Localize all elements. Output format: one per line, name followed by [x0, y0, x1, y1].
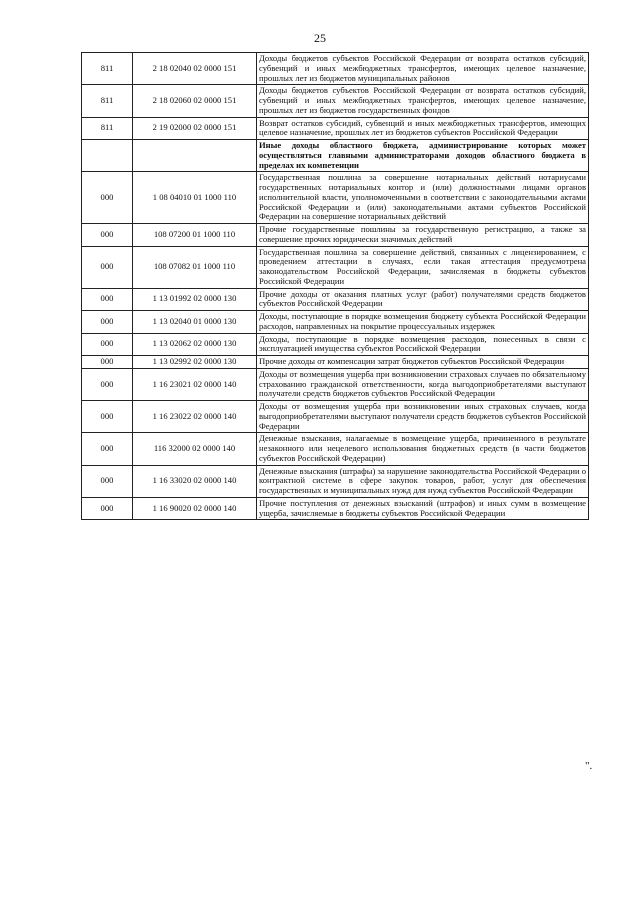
table-row [82, 356, 589, 369]
revenue-code-cell: 2 19 02000 02 0000 151 [133, 117, 257, 140]
administrator-code-cell: 000 [82, 497, 133, 520]
administrator-code-cell: 811 [82, 85, 133, 117]
revenue-description-cell: Доходы, поступающие в порядке возмещения бюджету субъекта Российской Федерации расходов, направленных на покрытие процессуальных издержек [257, 311, 589, 334]
revenue-description-cell: Доходы бюджетов субъектов Российской Федерации от возврата остатков субсидий, субвенций и иных межбюджетных трансфертов, имеющих целевое назначение, прошлых лет из бюджетов муниципальных районов [257, 53, 589, 85]
administrator-code-cell: 000 [82, 356, 133, 369]
revenue-code-cell: 116 32000 02 0000 140 [133, 433, 257, 465]
revenue-code-cell: 2 18 02060 02 0000 151 [133, 85, 257, 117]
revenue-description-cell: Денежные взыскания (штрафы) за нарушение законодательства Российской Федерации о контрактной системе в сфере закупок товаров, работ, услуг для обеспечения государственных и муниципальных нужд для нужд субъектов Российской Федерации [257, 465, 589, 497]
revenue-description-cell: Доходы от возмещения ущерба при возникновении страховых случаев по обязательному страхованию гражданской ответственности, когда выгодоприобретателями выступают получатели средств бюджетов субъектов Российской Федерации [257, 368, 589, 400]
revenue-code-cell: 1 13 01992 02 0000 130 [133, 288, 257, 311]
administrator-code-cell: 000 [82, 172, 133, 224]
end-quote-mark: ". [585, 760, 593, 772]
table-row [82, 224, 589, 247]
table-row [82, 497, 589, 520]
revenue-description-cell: Государственная пошлина за совершение действий, связанных с лицензированием, с проведением аттестации в случаях, если такая аттестация предусмотрена законодательством Российской Федерации, зачисляемая в бюджеты субъектов Российской Федерации [257, 246, 589, 288]
table-row [82, 172, 589, 224]
revenue-code-cell: 108 07082 01 1000 110 [133, 246, 257, 288]
table-row [82, 433, 589, 465]
revenue-code-cell: 1 16 33020 02 0000 140 [133, 465, 257, 497]
revenue-code-cell: 1 16 23021 02 0000 140 [133, 368, 257, 400]
administrator-code-cell: 000 [82, 288, 133, 311]
revenue-description-cell: Доходы бюджетов субъектов Российской Федерации от возврата остатков субсидий, субвенций и иных межбюджетных трансфертов, имеющих целевое назначение, прошлых лет из бюджетов государственных фондов [257, 85, 589, 117]
revenue-code-cell: 1 16 90020 02 0000 140 [133, 497, 257, 520]
table-row [82, 140, 589, 172]
administrator-code-cell [82, 140, 133, 172]
administrator-code-cell: 000 [82, 246, 133, 288]
administrator-code-cell: 811 [82, 117, 133, 140]
revenue-code-cell: 1 13 02062 02 0000 130 [133, 333, 257, 356]
table-row [82, 117, 589, 140]
revenue-description-cell: Возврат остатков субсидий, субвенций и иных межбюджетных трансфертов, имеющих целевое назначение, прошлых лет из бюджетов субъектов Российской Федерации [257, 117, 589, 140]
table-row [82, 401, 589, 433]
table-row [82, 311, 589, 334]
section-heading-cell: Иные доходы областного бюджета, администрирование которых может осуществляться главными администраторами доходов областного бюджета в пределах их компетенции [257, 140, 589, 172]
administrator-code-cell: 000 [82, 368, 133, 400]
table-body [82, 53, 589, 520]
administrator-code-cell: 000 [82, 465, 133, 497]
revenue-description-cell: Прочие доходы от оказания платных услуг (работ) получателями средств бюджетов субъектов Российской Федерации [257, 288, 589, 311]
table-row [82, 288, 589, 311]
revenue-code-cell: 1 08 04010 01 1000 110 [133, 172, 257, 224]
table-row [82, 465, 589, 497]
revenue-code-cell: 2 18 02040 02 0000 151 [133, 53, 257, 85]
administrator-code-cell: 000 [82, 224, 133, 247]
revenue-code-cell: 1 13 02040 01 0000 130 [133, 311, 257, 334]
revenue-description-cell: Прочие доходы от компенсации затрат бюджетов субъектов Российской Федерации [257, 356, 589, 369]
administrator-code-cell: 000 [82, 311, 133, 334]
revenue-description-cell: Прочие государственные пошлины за государственную регистрацию, а также за совершение прочих юридически значимых действий [257, 224, 589, 247]
revenue-description-cell: Доходы, поступающие в порядке возмещения расходов, понесенных в связи с эксплуатацией имущества субъектов Российской Федерации [257, 333, 589, 356]
administrator-code-cell: 000 [82, 333, 133, 356]
table-row [82, 53, 589, 85]
revenue-description-cell: Денежные взыскания, налагаемые в возмещение ущерба, причиненного в результате незаконного или нецелевого использования бюджетных средств (в части бюджетов субъектов Российской Федерации) [257, 433, 589, 465]
table-row [82, 85, 589, 117]
administrator-code-cell: 000 [82, 433, 133, 465]
page-number: 25 [314, 31, 326, 45]
table-row [82, 333, 589, 356]
administrator-code-cell: 811 [82, 53, 133, 85]
revenue-code-cell: 1 13 02992 02 0000 130 [133, 356, 257, 369]
revenue-code-cell: 1 16 23022 02 0000 140 [133, 401, 257, 433]
revenue-classification-table [81, 52, 589, 520]
revenue-description-cell: Доходы от возмещения ущерба при возникновении иных страховых случаев, когда выгодоприобретателями выступают получатели средств бюджетов субъектов Российской Федерации [257, 401, 589, 433]
revenue-code-cell: 108 07200 01 1000 110 [133, 224, 257, 247]
administrator-code-cell: 000 [82, 401, 133, 433]
revenue-code-cell [133, 140, 257, 172]
revenue-description-cell: Государственная пошлина за совершение нотариальных действий нотариусами государственных нотариальных контор и (или) должностными лицами органов исполнительной власти, уполномоченными в соответствии с законодательными актами Российской Федерации и (или) законодательными актами субъектов Российской Федерации на совершение нотариальных действий [257, 172, 589, 224]
table-row [82, 246, 589, 288]
table-row [82, 368, 589, 400]
revenue-description-cell: Прочие поступления от денежных взысканий (штрафов) и иных сумм в возмещение ущерба, зачисляемые в бюджеты субъектов Российской Федерации [257, 497, 589, 520]
